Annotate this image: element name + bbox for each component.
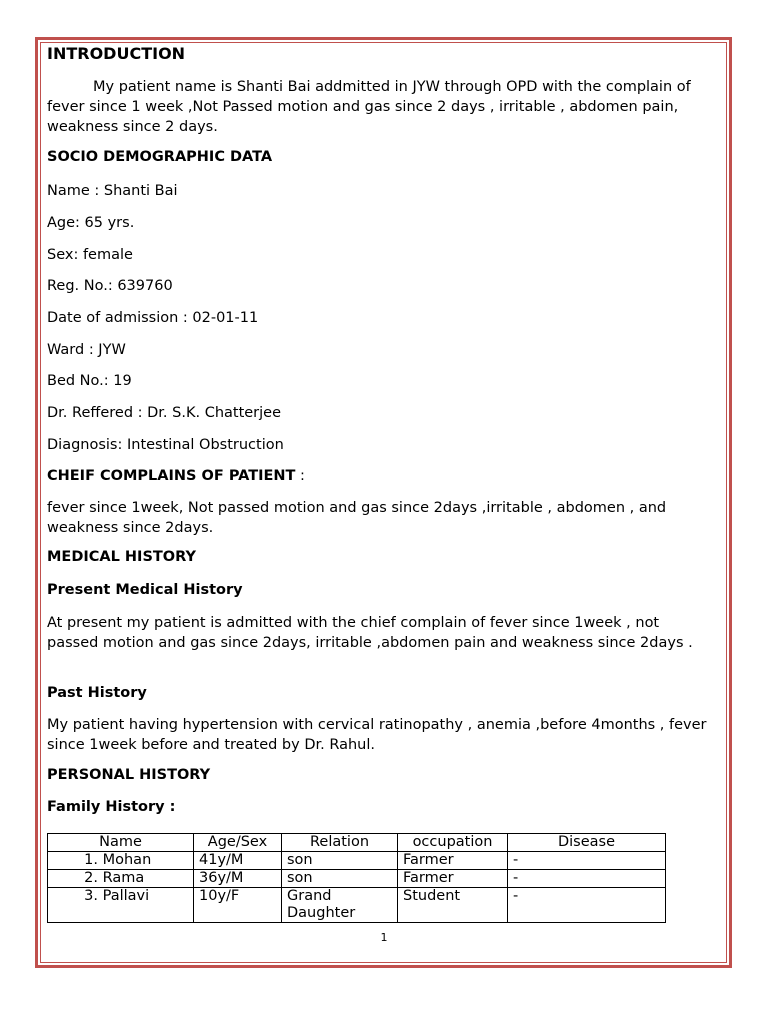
- page-number: 1: [380, 931, 388, 944]
- table-header-row: [48, 834, 666, 852]
- referring-doctor: Dr. Reffered : Dr. S.K. Chatterjee: [47, 405, 282, 421]
- column-header-relation: Relation: [282, 834, 398, 852]
- cell-occupation: Student: [398, 888, 508, 923]
- patient-sex: Sex: female: [47, 247, 133, 263]
- cell-name: [48, 888, 194, 923]
- row-number: 1.: [84, 852, 98, 868]
- past-history-heading: Past History: [47, 685, 147, 701]
- column-header-name: Name: [48, 834, 194, 852]
- table-row: [48, 888, 666, 923]
- medical-history-heading: MEDICAL HISTORY: [47, 549, 196, 565]
- row-number: 2.: [84, 870, 98, 886]
- member-name: Rama: [102, 870, 145, 886]
- cell-relation: son: [282, 852, 398, 870]
- admission-date: Date of admission : 02-01-11: [47, 310, 259, 326]
- chief-complaints-text: fever since 1week, Not passed motion and gas since 2days ,irritable , abdomen , and weakness since 2days.: [47, 500, 667, 536]
- cell-disease: -: [508, 888, 666, 923]
- member-name: Mohan: [102, 852, 152, 868]
- cell-name: [48, 870, 194, 888]
- cell-name: [48, 852, 194, 870]
- registration-number: Reg. No.: 639760: [47, 278, 173, 294]
- family-history-heading: Family History :: [47, 799, 176, 815]
- column-header-disease: Disease: [508, 834, 666, 852]
- cell-disease: -: [508, 852, 666, 870]
- patient-name: Name : Shanti Bai: [47, 183, 178, 199]
- socio-demographic-heading: SOCIO DEMOGRAPHIC DATA: [47, 149, 273, 165]
- present-medical-history-text: At present my patient is admitted with the chief complain of fever since 1week , not passed motion and gas since 2days, irritable ,abdomen pain and weakness since 2days .: [47, 615, 693, 651]
- introduction-heading: INTRODUCTION: [47, 44, 186, 63]
- cell-relation: Grand Daughter: [282, 888, 398, 923]
- chief-complaints-colon: :: [295, 468, 305, 484]
- row-number: 3.: [84, 888, 98, 904]
- past-history-text: My patient having hypertension with cervical ratinopathy , anemia ,before 4months , fever since 1week before and treated by Dr. Rahul.: [47, 717, 707, 753]
- family-history-table: [47, 833, 666, 923]
- cell-age-sex: 10y/F: [194, 888, 282, 923]
- table-row: [48, 870, 666, 888]
- introduction-paragraph: [47, 77, 712, 137]
- introduction-text: My patient name is Shanti Bai addmitted in JYW through OPD with the complain of fever since 1 week ,Not Passed motion and gas since 2 days , irritable , abdomen pain, weakness since 2 days.: [47, 79, 691, 135]
- bed-number: Bed No.: 19: [47, 373, 132, 389]
- ward: Ward : JYW: [47, 342, 126, 358]
- chief-complaints-heading: CHEIF COMPLAINS OF PATIENT: [47, 468, 296, 484]
- column-header-age-sex: Age/Sex: [194, 834, 282, 852]
- member-name: Pallavi: [102, 888, 150, 904]
- present-medical-history-heading: Present Medical History: [47, 582, 243, 598]
- cell-age-sex: 36y/M: [194, 870, 282, 888]
- patient-age: Age: 65 yrs.: [47, 215, 135, 231]
- column-header-occupation: occupation: [398, 834, 508, 852]
- personal-history-heading: PERSONAL HISTORY: [47, 767, 211, 783]
- chief-complaints-heading-line: [47, 466, 305, 486]
- cell-occupation: Farmer: [398, 852, 508, 870]
- cell-age-sex: 41y/M: [194, 852, 282, 870]
- cell-occupation: Farmer: [398, 870, 508, 888]
- table-row: [48, 852, 666, 870]
- diagnosis: Diagnosis: Intestinal Obstruction: [47, 437, 284, 453]
- cell-relation: son: [282, 870, 398, 888]
- cell-disease: -: [508, 870, 666, 888]
